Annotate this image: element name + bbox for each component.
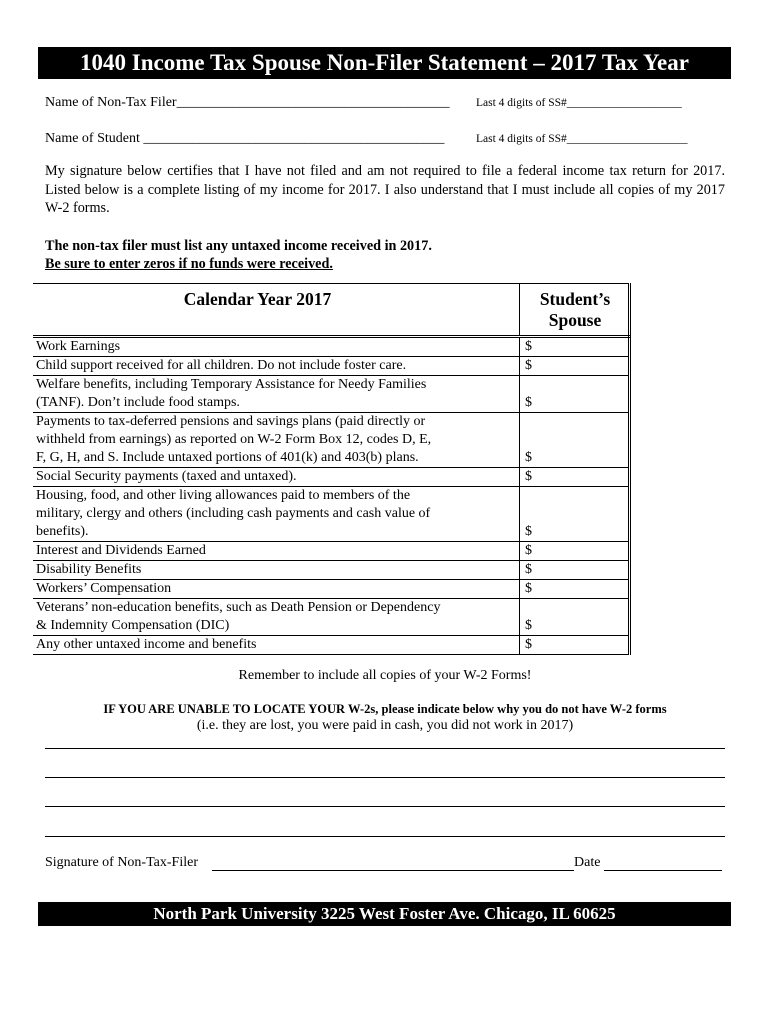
income-row [33,561,630,580]
income-category-line: Housing, food, and other living allowances paid to members of the [36,488,411,503]
income-category-line: Veterans’ non-education benefits, such as Death Pension or Dependency [36,600,441,615]
income-row [33,357,630,376]
income-category-line: F, G, H, and S. Include untaxed portions of 401(k) and 403(b) plans. [36,450,419,465]
income-row [33,636,630,655]
signature-label: Signature of Non-Tax-Filer [45,855,198,870]
income-category [33,413,520,468]
income-category [33,487,520,542]
income-row [33,580,630,599]
income-category [33,376,520,413]
income-row [33,599,630,636]
income-amount-field[interactable]: $ [520,561,630,580]
w2-reminder: Remember to include all copies of your W-2 Forms! [238,668,532,683]
income-category-line: Workers’ Compensation [36,581,172,596]
income-category-line: benefits). [36,524,89,539]
income-category-line: military, clergy and others (including cash payments and cash value of [36,506,431,521]
income-category-line: Any other untaxed income and benefits [36,637,257,652]
income-category [33,337,520,357]
income-category-line: Child support received for all children. Do not include foster care. [36,358,407,373]
income-category-line: Social Security payments (taxed and untaxed). [36,469,297,484]
income-amount-field[interactable]: $ [520,337,630,357]
income-category [33,357,520,376]
income-category-line: Payments to tax-deferred pensions and savings plans (paid directly or [36,414,426,429]
income-amount-field[interactable]: $ [520,468,630,487]
zeros-note: Be sure to enter zeros if no funds were received. [45,256,333,272]
income-category-line: Work Earnings [36,339,121,354]
date-label: Date [574,855,601,870]
income-category [33,580,520,599]
income-category-line: (TANF). Don’t include food stamps. [36,395,240,410]
income-category [33,468,520,487]
income-row [33,376,630,413]
certification-text: My signature below certifies that I have not filed and am not required to file a federal income tax return for 2017. Listed below is a complete listing of my income for 2017. I also understand that I must include all copies of my 2017 W-2 forms. [45,163,725,216]
student-name-field[interactable]: Name of Student ___________________________________________ [45,131,445,146]
income-row [33,337,630,357]
signature-field[interactable] [212,870,574,871]
form-title: 1040 Income Tax Spouse Non-Filer Statement – 2017 Tax Year [38,47,731,79]
income-amount-field[interactable]: $ [520,487,630,542]
income-amount-field[interactable]: $ [520,357,630,376]
ss-digits-field-1[interactable]: Last 4 digits of SS#____________________ [476,97,682,109]
income-row [33,542,630,561]
university-address-footer: North Park University 3225 West Foster Ave. Chicago, IL 60625 [38,902,731,926]
income-category-line: Disability Benefits [36,562,142,577]
income-table [33,283,631,655]
income-category [33,542,520,561]
income-category-line: withheld from earnings) as reported on W-2 Form Box 12, codes D, E, [36,432,432,447]
w2-notice: IF YOU ARE UNABLE TO LOCATE YOUR W-2s, please indicate below why you do not have W-2 forms [103,702,667,716]
income-category-line: Welfare benefits, including Temporary Assistance for Needy Families [36,377,427,392]
explanation-line-4[interactable] [45,836,725,837]
explanation-line-1[interactable] [45,748,725,749]
income-amount-field[interactable]: $ [520,580,630,599]
calendar-year-header: Calendar Year 2017 [33,284,520,337]
income-category [33,561,520,580]
income-category-line: Interest and Dividends Earned [36,543,206,558]
income-row [33,487,630,542]
spouse-header-line1: Student’s [539,289,611,309]
income-row [33,468,630,487]
non-tax-filer-name-field[interactable]: Name of Non-Tax Filer_______________________________________ [45,95,450,110]
ss-digits-field-2[interactable]: Last 4 digits of SS#_____________________ [476,133,688,145]
income-row [33,413,630,468]
spouse-header-line2: Spouse [548,310,602,330]
explanation-line-3[interactable] [45,806,725,807]
income-amount-field[interactable]: $ [520,376,630,413]
table-header-row [33,284,630,337]
income-amount-field[interactable]: $ [520,599,630,636]
income-amount-field[interactable]: $ [520,542,630,561]
income-category [33,636,520,655]
explanation-line-2[interactable] [45,777,725,778]
income-amount-field[interactable]: $ [520,413,630,468]
income-category [33,599,520,636]
date-field[interactable] [604,870,722,871]
income-category-line: & Indemnity Compensation (DIC) [36,618,230,633]
untaxed-income-note: The non-tax filer must list any untaxed income received in 2017. [45,238,432,254]
income-amount-field[interactable]: $ [520,636,630,655]
w2-examples: (i.e. they are lost, you were paid in cash, you did not work in 2017) [196,718,574,733]
spouse-column-header [520,284,630,337]
